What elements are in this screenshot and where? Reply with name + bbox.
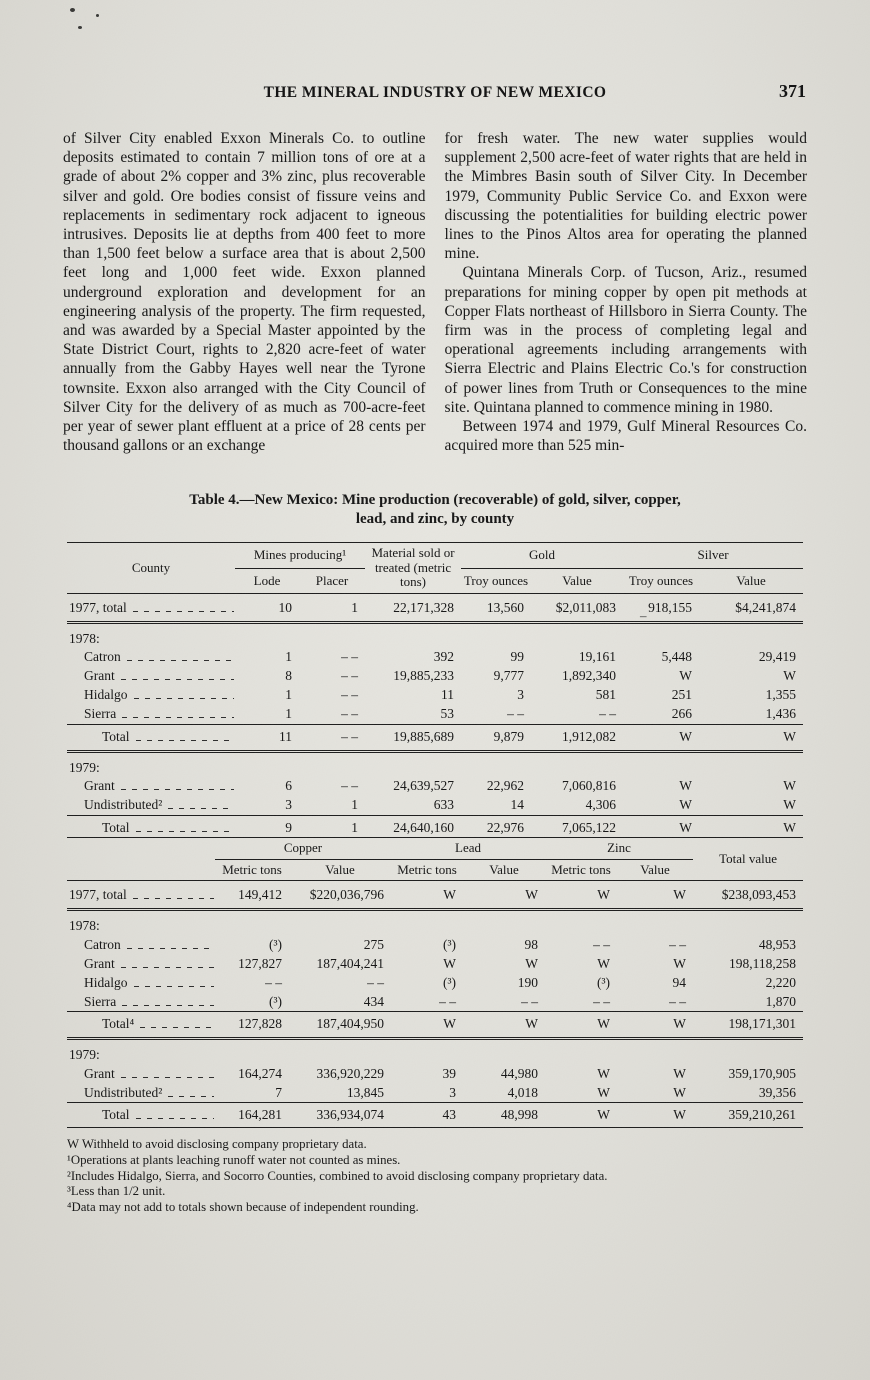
cell-value: 4,306: [585, 797, 617, 813]
row-label: 1977, total: [69, 599, 127, 615]
col-group-copper: Copper: [215, 838, 391, 860]
cell-value: W: [545, 1103, 617, 1128]
table4-part2: [67, 837, 803, 1128]
col-header-total-value: Total value: [693, 838, 803, 881]
cell-value: 39: [442, 1065, 456, 1081]
cell-value: 187,404,241: [316, 955, 384, 971]
cell-value: 22,171,328: [365, 593, 461, 622]
row-label: 1979:: [69, 1047, 100, 1063]
row-label: Catron: [84, 936, 121, 952]
cell-value: 98: [524, 936, 539, 952]
table-row: [67, 1103, 803, 1128]
cell-value: 149,412: [215, 881, 289, 910]
cell-value: 94: [672, 974, 687, 990]
cell-value: 39,356: [758, 1084, 797, 1100]
table-row: [67, 1083, 803, 1103]
cell-value: 434: [363, 993, 384, 1009]
cell-value: 251: [671, 687, 693, 703]
cell-value: 190: [517, 974, 539, 990]
cell-value: 3: [285, 797, 292, 813]
cell-value: W: [783, 797, 797, 813]
row-label: 1978:: [69, 630, 100, 646]
cell-value: 4,018: [507, 1084, 539, 1100]
cell-value: W: [783, 668, 797, 684]
table-row: [67, 705, 803, 725]
row-label-cell: [67, 1083, 215, 1103]
scan-artifact: [96, 14, 99, 17]
cell-value: – –: [599, 706, 617, 722]
col-group-lead: Lead: [391, 838, 545, 860]
cell-value: W: [391, 881, 463, 910]
cell-value: 266: [671, 706, 693, 722]
cell-value: (³): [596, 974, 611, 990]
row-label: Grant: [84, 1065, 115, 1081]
cell-value: W: [617, 881, 693, 910]
cell-value: W: [679, 778, 693, 794]
cell-value: – –: [341, 778, 359, 794]
paragraph: for fresh water. The new water supplies would supplement 2,500 acre-feet of water rights that are held in the Mimbres Basin south of Silver City. In December 1979, Community Public Service Co. and Exxon were discussing the potentialities for building electric power lines to the Pinos Altos area for operating the planned mine.: [444, 130, 807, 263]
cell-value: 336,920,229: [316, 1065, 384, 1081]
cell-value: 13,560: [461, 593, 531, 622]
row-label: 1977, total: [69, 887, 127, 903]
cell-value: 164,281: [215, 1103, 289, 1128]
cell-value: 24,639,527: [393, 778, 455, 794]
table-row: [67, 881, 803, 910]
table-row: [67, 935, 803, 954]
cell-value: 44,980: [500, 1065, 539, 1081]
cell-value: – –: [367, 974, 384, 990]
dash-leader: [136, 729, 234, 745]
col-header-placer: Placer: [299, 568, 365, 593]
col-header-county-blank: [67, 838, 215, 881]
cell-value: 392: [433, 649, 455, 665]
cell-value: 10: [235, 593, 299, 622]
cell-value: – –: [299, 724, 365, 751]
cell-value: 2,220: [765, 974, 797, 990]
cell-value: – –: [507, 706, 525, 722]
col-header-silver-troy-ounces: Troy ounces: [623, 568, 699, 593]
row-label-cell: [67, 992, 215, 1012]
table-row: [67, 751, 803, 777]
row-label-cell: [67, 910, 803, 936]
col-group-mines-producing: Mines producing¹: [235, 543, 365, 568]
cell-value: $2,011,083: [531, 593, 623, 622]
row-label-cell: [67, 667, 235, 686]
row-label-cell: [67, 1103, 215, 1128]
row-label-cell: [67, 796, 235, 816]
dash-leader: [127, 649, 234, 665]
cell-value: 7: [275, 1084, 282, 1100]
table-row: [67, 992, 803, 1012]
dash-leader: [140, 1016, 214, 1032]
row-label-cell: [67, 973, 215, 992]
cell-value: – –: [593, 993, 611, 1009]
cell-value: 22,962: [486, 778, 525, 794]
footnotes: [67, 1137, 803, 1215]
dash-leader: [121, 668, 234, 684]
table4-part1-header: [67, 543, 803, 594]
col-header-zinc-value: Value: [617, 859, 693, 881]
cell-value: 48,998: [463, 1103, 545, 1128]
row-label-cell: [67, 1039, 803, 1065]
row-label: Grant: [84, 778, 115, 794]
row-label: Total⁴: [102, 1016, 135, 1032]
cell-value: 1: [299, 593, 365, 622]
cell-value: W: [679, 797, 693, 813]
cell-value: W: [545, 1012, 617, 1039]
cell-value: 19,885,233: [393, 668, 455, 684]
cell-value: 359,210,261: [693, 1103, 803, 1128]
table-row: [67, 686, 803, 705]
table-row: [67, 593, 803, 622]
cell-value: 19,161: [578, 649, 617, 665]
cell-value: W: [443, 955, 456, 971]
cell-value: 48,953: [758, 936, 797, 952]
row-label: Undistributed²: [84, 797, 163, 813]
dash-leader: [122, 706, 234, 722]
row-label-cell: [67, 724, 235, 751]
table-row: [67, 1039, 803, 1065]
cell-value: 581: [595, 687, 617, 703]
cell-value: W: [597, 1084, 611, 1100]
cell-value: 11: [235, 724, 299, 751]
left-column: [63, 129, 426, 455]
dash-leader: [134, 687, 235, 703]
row-label: Grant: [84, 955, 115, 971]
cell-value: 198,118,258: [729, 955, 797, 971]
table-title: [67, 491, 803, 529]
col-header-copper-metric-tons: Metric tons: [215, 859, 289, 881]
row-label-cell: [67, 1012, 215, 1039]
dash-leader: [136, 1107, 214, 1123]
cell-value: 359,170,905: [728, 1065, 797, 1081]
dash-leader: [136, 820, 234, 836]
cell-value: – –: [669, 936, 687, 952]
cell-value: W: [679, 668, 693, 684]
right-column: [445, 129, 808, 455]
cell-value: 1,436: [765, 706, 797, 722]
cell-value: W: [673, 1084, 687, 1100]
scan-artifact: [78, 26, 82, 29]
cell-value: W: [783, 778, 797, 794]
cell-value: 9,879: [461, 724, 531, 751]
cell-value: 19,885,689: [365, 724, 461, 751]
cell-value: $220,036,796: [289, 881, 391, 910]
cell-value: W: [617, 1012, 693, 1039]
footnote: ¹Operations at plants leaching runoff water not counted as mines.: [67, 1153, 401, 1168]
col-header-county: County: [67, 543, 235, 594]
cell-value: W: [673, 1065, 687, 1081]
cell-value: 1,892,340: [562, 668, 617, 684]
cell-value: 1: [285, 687, 292, 703]
cell-value: $238,093,453: [693, 881, 803, 910]
table-row: [67, 910, 803, 936]
row-label-cell: [67, 705, 235, 725]
row-label-cell: [67, 622, 803, 648]
cell-value: – –: [593, 936, 611, 952]
dash-leader: [168, 1085, 214, 1101]
col-group-zinc: Zinc: [545, 838, 693, 860]
cell-value: 13,845: [346, 1084, 384, 1100]
cell-value: 3: [449, 1084, 456, 1100]
dash-leader: [134, 975, 215, 991]
cell-value: W: [699, 724, 803, 751]
footnote: W Withheld to avoid disclosing company proprietary data.: [67, 1137, 367, 1152]
table-row: [67, 667, 803, 686]
cell-value: 3: [517, 687, 525, 703]
dash-leader: [168, 797, 234, 813]
dash-leader: [121, 1066, 214, 1082]
cell-value: 127,828: [215, 1012, 289, 1039]
row-label: Hidalgo: [84, 974, 128, 990]
row-label-cell: [67, 777, 235, 796]
cell-value: W: [463, 1012, 545, 1039]
cell-value: 11: [441, 687, 455, 703]
table-row: [67, 954, 803, 973]
row-label-cell: [67, 648, 235, 667]
table-title-line2: lead, and zinc, by county: [355, 511, 515, 528]
col-header-copper-value: Value: [289, 859, 391, 881]
table4-block: [67, 491, 803, 1215]
cell-value: W: [673, 955, 687, 971]
cell-value: W: [597, 1065, 611, 1081]
cell-value: (³): [442, 936, 456, 952]
table4-part1: [67, 542, 803, 837]
cell-value: 7,065,122: [531, 815, 623, 837]
cell-value: 24,640,160: [365, 815, 461, 837]
cell-value: – –: [521, 993, 539, 1009]
cell-value: 1: [299, 815, 365, 837]
running-title: THE MINERAL INDUSTRY OF NEW MEXICO: [263, 84, 607, 101]
table-row: [67, 815, 803, 837]
cell-value: 633: [433, 797, 455, 813]
cell-value: 99: [510, 649, 525, 665]
col-group-silver: Silver: [623, 543, 803, 568]
cell-value: W: [463, 881, 545, 910]
col-group-gold: Gold: [461, 543, 623, 568]
cell-value: W: [699, 815, 803, 837]
table4-part2-body: [67, 881, 803, 1128]
cell-value: 1: [285, 649, 292, 665]
table-row: [67, 648, 803, 667]
cell-value: 43: [391, 1103, 463, 1128]
row-label: 1979:: [69, 759, 100, 775]
col-header-gold-value: Value: [531, 568, 623, 593]
col-header-lead-metric-tons: Metric tons: [391, 859, 463, 881]
row-label: Total: [102, 1107, 130, 1123]
cell-value: 9,777: [493, 668, 525, 684]
cell-value: 275: [363, 936, 384, 952]
row-label-cell: [67, 954, 215, 973]
col-header-silver-value: Value: [699, 568, 803, 593]
cell-value: 918,155: [623, 593, 699, 622]
row-label-cell: [67, 593, 235, 622]
cell-value: 187,404,950: [289, 1012, 391, 1039]
dash-leader: [121, 956, 214, 972]
row-label: Undistributed²: [84, 1084, 163, 1100]
row-label-cell: [67, 815, 235, 837]
footnote: ²Includes Hidalgo, Sierra, and Socorro Counties, combined to avoid disclosing company proprietary data.: [67, 1168, 608, 1183]
cell-value: W: [623, 815, 699, 837]
cell-value: 22,976: [461, 815, 531, 837]
cell-value: 53: [440, 706, 455, 722]
cell-value: W: [525, 955, 539, 971]
body-text: [63, 129, 807, 455]
table-row: [67, 1012, 803, 1039]
scan-artifact: –: [640, 608, 647, 623]
table-row: [67, 724, 803, 751]
dash-leader: [127, 937, 214, 953]
cell-value: 336,934,074: [289, 1103, 391, 1128]
row-label: Total: [102, 728, 130, 744]
cell-value: 1: [351, 797, 359, 813]
table-row: [67, 1064, 803, 1083]
cell-value: – –: [265, 974, 282, 990]
paragraph: of Silver City enabled Exxon Minerals Co. to outline deposits estimated to contain 7 million tons of ore at a grade of about 2% copper and 3% zinc, plus recoverable silver and gold. Ore bodies consist of fissure veins and replacements in sedimentary rock adjacent to igneous intrusives. Deposits lie at depths from 400 feet to more than 1,500 feet below a surface area that is about 2,500 feet long and 1,000 feet wide. Exxon planned underground exploration and development for an engineering analysis of the property. The firm requested, and was awarded by a Special Master appointed by the State District Court, rights to 2,820 acre-feet of water annually from the Gabby Hayes well near the Tyrone townsite. Exxon also arranged with the City Council of Silver City for the delivery of as much as 700-acre-feet per year of sewer plant effluent at a price of 28 cents per thousand gallons or an exchange: [63, 130, 426, 455]
dash-leader: [121, 778, 234, 794]
cell-value: (³): [268, 936, 282, 952]
cell-value: – –: [669, 993, 687, 1009]
table4-part1-body: [67, 593, 803, 837]
col-header-material: Material sold or treated (metric tons): [365, 543, 461, 594]
dash-leader: [133, 887, 214, 903]
col-header-lode: Lode: [235, 568, 299, 593]
table-row: [67, 796, 803, 816]
row-label-cell: [67, 935, 215, 954]
cell-value: $4,241,874: [699, 593, 803, 622]
cell-value: W: [623, 724, 699, 751]
paragraph: Quintana Minerals Corp. of Tucson, Ariz., resumed preparations for mining copper by open pit methods at Copper Flats northeast of Hillsboro in Sierra County. The firm was in the process of completing legal and operational agreements including arrangements with Sierra Electric and Plains Electric Co.'s for construction of power lines from Truth or Consequences to the mine site. Quintana planned to commence mining in 1980.: [444, 264, 807, 416]
page-header: [70, 81, 806, 102]
cell-value: – –: [341, 649, 359, 665]
cell-value: (³): [442, 974, 456, 990]
row-label: Catron: [84, 649, 121, 665]
table-title-line1: Table 4.—New Mexico: Mine production (recoverable) of gold, silver, copper,: [189, 492, 681, 509]
page-number: 371: [779, 81, 806, 101]
cell-value: 29,419: [758, 649, 797, 665]
cell-value: W: [545, 881, 617, 910]
cell-value: 1,912,082: [531, 724, 623, 751]
cell-value: 1: [285, 706, 292, 722]
row-label: 1978:: [69, 918, 100, 934]
footnote: ⁴Data may not add to totals shown because of independent rounding.: [67, 1199, 419, 1214]
dash-leader: [133, 600, 234, 616]
cell-value: W: [617, 1103, 693, 1128]
col-header-lead-value: Value: [463, 859, 545, 881]
cell-value: 1,870: [765, 993, 797, 1009]
row-label: Total: [102, 819, 130, 835]
cell-value: W: [597, 955, 611, 971]
row-label-cell: [67, 751, 803, 777]
table-row: [67, 622, 803, 648]
dash-leader: [122, 994, 214, 1010]
scan-artifact: [70, 8, 75, 12]
paragraph: Between 1974 and 1979, Gulf Mineral Resources Co. acquired more than 525 min-: [444, 418, 807, 455]
row-label: Hidalgo: [84, 687, 128, 703]
col-header-zinc-metric-tons: Metric tons: [545, 859, 617, 881]
row-label: Sierra: [84, 706, 117, 722]
cell-value: 164,274: [238, 1065, 282, 1081]
table4-part2-header: [67, 838, 803, 881]
col-header-gold-troy-ounces: Troy ounces: [461, 568, 531, 593]
cell-value: (³): [268, 993, 282, 1009]
row-label-cell: [67, 881, 215, 910]
cell-value: 8: [285, 668, 292, 684]
cell-value: 7,060,816: [562, 778, 617, 794]
cell-value: – –: [439, 993, 456, 1009]
cell-value: – –: [341, 706, 359, 722]
row-label: Sierra: [84, 993, 117, 1009]
cell-value: 14: [510, 797, 525, 813]
cell-value: W: [391, 1012, 463, 1039]
table-row: [67, 973, 803, 992]
row-label-cell: [67, 686, 235, 705]
row-label: Grant: [84, 668, 115, 684]
table-row: [67, 777, 803, 796]
cell-value: 5,448: [661, 649, 693, 665]
cell-value: 1,355: [765, 687, 797, 703]
cell-value: – –: [341, 687, 359, 703]
cell-value: 127,827: [238, 955, 282, 971]
footnote: ³Less than 1/2 unit.: [67, 1184, 166, 1199]
cell-value: 198,171,301: [693, 1012, 803, 1039]
cell-value: – –: [341, 668, 359, 684]
row-label-cell: [67, 1064, 215, 1083]
cell-value: 6: [285, 778, 292, 794]
cell-value: 9: [235, 815, 299, 837]
